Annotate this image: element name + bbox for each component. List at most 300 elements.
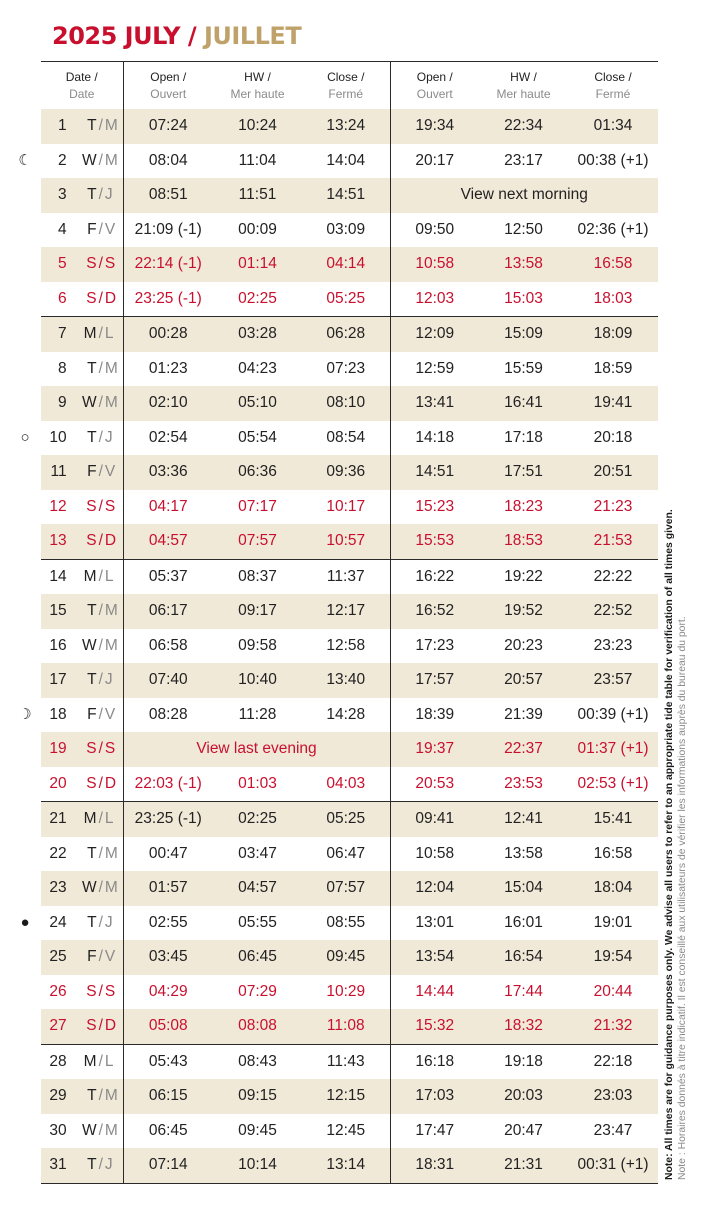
time-cell: 16:58 xyxy=(568,247,658,282)
weekday-separator: / xyxy=(98,220,103,238)
time-cell: 11:51 xyxy=(213,178,302,213)
time-cell: 05:08 xyxy=(123,1009,213,1044)
time-cell: 12:17 xyxy=(302,594,390,629)
day-number: 30 xyxy=(49,1121,67,1139)
time-cell: 07:14 xyxy=(123,1148,213,1183)
time-cell: 05:43 xyxy=(123,1044,213,1079)
day-number: 12 xyxy=(49,497,67,515)
time-cell: 23:57 xyxy=(568,663,658,698)
time-cell: 22:37 xyxy=(479,732,568,767)
time-cell: 22:52 xyxy=(568,594,658,629)
weekday-fr: J xyxy=(104,428,113,446)
weekday-fr: V xyxy=(104,463,116,481)
table-row xyxy=(41,1148,658,1183)
weekday-separator: / xyxy=(98,255,103,273)
time-cell: 23:03 xyxy=(568,1079,658,1114)
time-cell: 00:39 (+1) xyxy=(577,705,649,723)
weekday-en: F xyxy=(87,948,97,966)
date-cell xyxy=(41,1009,123,1044)
time-cell: 10:57 xyxy=(302,524,390,559)
time-cell: 06:17 xyxy=(123,594,213,629)
time-cell: 00:38 (+1) xyxy=(577,151,649,169)
weekday-en: S xyxy=(86,1017,97,1035)
time-cell: 23:25 (-1) xyxy=(134,289,202,307)
weekday-fr: M xyxy=(104,117,118,135)
weekday-en: M xyxy=(83,810,97,828)
weekday-en: T xyxy=(87,602,97,620)
time-cell: 06:58 xyxy=(148,636,188,654)
day-number: 22 xyxy=(49,844,67,862)
note-en: Note: All times are for guidance purposes only. We advise all users to refer to an appropriate tide table for verification of all times given. xyxy=(664,509,675,1180)
time-cell: 20:51 xyxy=(568,455,658,490)
date-cell xyxy=(41,1114,123,1149)
weekday-en: S xyxy=(86,497,97,515)
time-cell: 10:58 xyxy=(390,247,479,282)
time-cell: 05:25 xyxy=(302,282,390,317)
weekday-separator: / xyxy=(98,428,103,446)
time-cell: 07:17 xyxy=(238,497,277,515)
date-cell xyxy=(41,663,123,698)
time-cell: 09:50 xyxy=(415,220,455,238)
weekday-fr: L xyxy=(104,810,114,828)
weekday-en: T xyxy=(87,117,97,135)
time-cell: 14:51 xyxy=(390,455,479,490)
time-cell: 23:17 xyxy=(504,151,543,169)
page-title xyxy=(52,22,301,50)
time-cell: 18:31 xyxy=(390,1148,479,1183)
table-row xyxy=(41,1114,658,1149)
time-cell: 01:14 xyxy=(213,247,302,282)
time-cell: 12:45 xyxy=(302,1114,390,1149)
weekday-en: T xyxy=(87,359,97,377)
time-cell: 14:18 xyxy=(415,428,455,446)
time-cell: 04:23 xyxy=(238,359,277,377)
weekday-separator: / xyxy=(98,1087,103,1105)
time-cell: 20:57 xyxy=(479,663,568,698)
date-cell xyxy=(41,802,123,837)
time-cell: 21:31 xyxy=(479,1148,568,1183)
time-cell: 22:18 xyxy=(568,1044,658,1079)
weekday-en: S xyxy=(86,532,97,550)
time-cell: 19:54 xyxy=(568,940,658,975)
day-number: 26 xyxy=(49,982,67,1000)
day-number: 15 xyxy=(49,602,67,620)
time-cell: 11:28 xyxy=(238,705,277,723)
day-number: 4 xyxy=(57,220,67,238)
time-cell: 01:03 xyxy=(238,774,277,792)
weekday-en: W xyxy=(81,636,97,654)
time-cell: 20:47 xyxy=(504,1121,543,1139)
weekday-separator: / xyxy=(98,497,103,515)
date-cell xyxy=(41,698,123,733)
time-cell: 00:47 xyxy=(148,844,188,862)
time-cell: 04:14 xyxy=(302,247,390,282)
full-moon-icon: ○ xyxy=(20,428,30,446)
table-row xyxy=(41,213,658,248)
time-cell: 07:24 xyxy=(123,109,213,144)
table-row xyxy=(41,524,658,559)
time-cell: 07:40 xyxy=(123,663,213,698)
time-cell: 17:51 xyxy=(479,455,568,490)
time-cell: 19:18 xyxy=(479,1044,568,1079)
time-cell: 05:10 xyxy=(213,386,302,421)
header-hw-1: HW / Mer haute xyxy=(213,62,302,110)
weekday-fr: J xyxy=(104,1156,113,1174)
weekday-en: T xyxy=(87,913,97,931)
time-cell: 15:59 xyxy=(504,359,543,377)
weekday-fr: M xyxy=(104,636,118,654)
weekday-separator: / xyxy=(98,289,103,307)
disclaimer-note xyxy=(663,509,689,1180)
time-cell: 20:53 xyxy=(415,774,455,792)
weekday-fr: J xyxy=(104,671,113,689)
weekday-en: S xyxy=(86,289,97,307)
time-cell: 04:17 xyxy=(148,497,188,515)
time-cell: 09:45 xyxy=(302,940,390,975)
table-row xyxy=(41,663,658,698)
table-row xyxy=(41,352,658,387)
weekday-en: W xyxy=(81,394,97,412)
time-cell: 11:04 xyxy=(238,151,277,169)
weekday-en: T xyxy=(87,186,97,204)
crescent-moon-icon: ☾ xyxy=(18,151,32,169)
day-number: 10 xyxy=(49,428,67,446)
day-number: 29 xyxy=(49,1087,67,1105)
time-cell: 15:53 xyxy=(390,524,479,559)
weekday-separator: / xyxy=(98,1121,103,1139)
weekday-en: M xyxy=(83,325,97,343)
header-close-2: Close / Fermé xyxy=(568,62,658,110)
weekday-separator: / xyxy=(98,359,103,377)
header-date: Date / Date xyxy=(41,62,123,110)
time-cell: 18:39 xyxy=(415,705,455,723)
date-cell xyxy=(41,559,123,594)
table-row xyxy=(41,837,658,872)
time-cell: 23:23 xyxy=(593,636,633,654)
date-cell xyxy=(41,282,123,317)
time-cell: 06:47 xyxy=(302,837,390,872)
weekday-separator: / xyxy=(98,913,103,931)
table-row xyxy=(41,144,658,179)
time-cell: 18:59 xyxy=(593,359,633,377)
time-cell: 03:28 xyxy=(213,317,302,352)
date-cell xyxy=(41,906,123,941)
time-cell: 08:55 xyxy=(302,906,390,941)
date-cell xyxy=(41,940,123,975)
weekday-separator: / xyxy=(98,1156,103,1174)
weekday-separator: / xyxy=(98,151,103,169)
time-cell: 13:14 xyxy=(302,1148,390,1183)
time-cell: 02:54 xyxy=(148,428,188,446)
time-cell: 16:22 xyxy=(390,559,479,594)
time-cell: 09:41 xyxy=(390,802,479,837)
day-number: 28 xyxy=(49,1052,67,1070)
time-cell: 07:57 xyxy=(302,871,390,906)
time-cell: 09:15 xyxy=(213,1079,302,1114)
time-cell: 20:44 xyxy=(593,982,633,1000)
weekday-separator: / xyxy=(98,1017,103,1035)
view-note: View last evening xyxy=(123,732,390,767)
time-cell: 09:45 xyxy=(238,1121,277,1139)
time-cell: 12:03 xyxy=(415,289,455,307)
day-number: 21 xyxy=(49,810,67,828)
table-row xyxy=(41,594,658,629)
time-cell: 17:47 xyxy=(415,1121,455,1139)
time-cell: 03:47 xyxy=(238,844,277,862)
weekday-fr: M xyxy=(104,879,118,897)
time-cell: 23:25 (-1) xyxy=(123,802,213,837)
weekday-fr: D xyxy=(104,289,117,307)
time-cell: 22:14 (-1) xyxy=(123,247,213,282)
weekday-en: S xyxy=(86,982,97,1000)
time-cell: 18:53 xyxy=(479,524,568,559)
time-cell: 22:22 xyxy=(568,559,658,594)
weekday-separator: / xyxy=(98,671,103,689)
time-cell: 08:43 xyxy=(213,1044,302,1079)
time-cell: 01:23 xyxy=(148,359,188,377)
time-cell: 08:10 xyxy=(302,386,390,421)
weekday-fr: M xyxy=(104,359,118,377)
weekday-en: S xyxy=(86,740,97,758)
day-number: 17 xyxy=(49,671,67,689)
time-cell: 02:25 xyxy=(238,289,277,307)
time-cell: 19:37 xyxy=(390,732,479,767)
weekday-fr: L xyxy=(104,325,114,343)
day-number: 19 xyxy=(49,740,67,758)
time-cell: 21:09 (-1) xyxy=(134,220,202,238)
weekday-en: W xyxy=(81,1121,97,1139)
weekday-en: M xyxy=(83,567,97,585)
time-cell: 20:18 xyxy=(593,428,633,446)
time-cell: 13:40 xyxy=(302,663,390,698)
date-cell xyxy=(41,109,123,144)
time-cell: 13:54 xyxy=(390,940,479,975)
table-row xyxy=(41,178,658,213)
date-cell xyxy=(41,871,123,906)
weekday-en: T xyxy=(87,1087,97,1105)
weekday-separator: / xyxy=(98,117,103,135)
header-hw-2: HW / Mer haute xyxy=(479,62,568,110)
time-cell: 05:25 xyxy=(302,802,390,837)
time-cell: 02:55 xyxy=(148,913,188,931)
time-cell: 14:28 xyxy=(302,698,390,733)
weekday-fr: V xyxy=(104,220,116,238)
time-cell: 19:52 xyxy=(479,594,568,629)
weekday-separator: / xyxy=(98,394,103,412)
time-cell: 02:53 (+1) xyxy=(577,774,649,792)
weekday-separator: / xyxy=(98,186,103,204)
day-number: 23 xyxy=(49,879,67,897)
new-moon-icon: ● xyxy=(20,913,30,931)
time-cell: 13:58 xyxy=(479,247,568,282)
time-cell: 10:29 xyxy=(302,975,390,1010)
header-open-2: Open / Ouvert xyxy=(390,62,479,110)
time-cell: 06:36 xyxy=(213,455,302,490)
weekday-en: W xyxy=(81,879,97,897)
time-cell: 18:23 xyxy=(504,497,543,515)
time-cell: 08:54 xyxy=(302,421,390,456)
weekday-separator: / xyxy=(98,740,103,758)
time-cell: 08:08 xyxy=(213,1009,302,1044)
table-row xyxy=(41,559,658,594)
table-row xyxy=(41,490,658,525)
time-cell: 12:41 xyxy=(479,802,568,837)
day-number: 24 xyxy=(49,913,67,931)
time-cell: 21:32 xyxy=(568,1009,658,1044)
date-cell xyxy=(41,767,123,802)
time-cell: 06:45 xyxy=(213,940,302,975)
time-cell: 14:51 xyxy=(302,178,390,213)
table-row xyxy=(41,629,658,664)
day-number: 1 xyxy=(57,117,67,135)
time-cell: 13:24 xyxy=(302,109,390,144)
time-cell: 18:04 xyxy=(568,871,658,906)
time-cell: 15:03 xyxy=(504,289,543,307)
time-cell: 00:28 xyxy=(123,317,213,352)
note-fr: Note : Horaires donnés à titre indicatif. Il est conseillé aux utilisateurs de vérifier les informations auprès du bureau du port. xyxy=(677,616,688,1180)
weekday-fr: V xyxy=(104,705,116,723)
time-cell: 08:28 xyxy=(148,705,188,723)
table-row xyxy=(41,455,658,490)
time-cell: 13:41 xyxy=(390,386,479,421)
time-cell: 15:23 xyxy=(415,497,455,515)
date-cell xyxy=(41,1044,123,1079)
weekday-fr: M xyxy=(104,394,118,412)
time-cell: 11:08 xyxy=(302,1009,390,1044)
time-cell: 18:09 xyxy=(568,317,658,352)
time-cell: 08:37 xyxy=(213,559,302,594)
weekday-fr: D xyxy=(104,532,117,550)
time-cell: 12:15 xyxy=(302,1079,390,1114)
time-cell: 01:37 (+1) xyxy=(568,732,658,767)
table-row xyxy=(41,698,658,733)
table-row xyxy=(41,282,658,317)
time-cell: 16:01 xyxy=(504,913,543,931)
date-cell xyxy=(41,629,123,664)
time-cell: 02:25 xyxy=(213,802,302,837)
weekday-fr: D xyxy=(104,1017,117,1035)
time-cell: 02:10 xyxy=(123,386,213,421)
time-cell: 07:29 xyxy=(238,982,277,1000)
date-cell xyxy=(41,178,123,213)
table-row xyxy=(41,317,658,352)
day-number: 14 xyxy=(49,567,67,585)
time-cell: 16:41 xyxy=(479,386,568,421)
date-cell xyxy=(41,975,123,1010)
time-cell: 00:31 (+1) xyxy=(568,1148,658,1183)
time-cell: 19:01 xyxy=(593,913,633,931)
weekday-en: S xyxy=(86,255,97,273)
time-cell: 04:57 xyxy=(123,524,213,559)
day-number: 9 xyxy=(57,394,67,412)
table-row xyxy=(41,1044,658,1079)
time-cell: 06:28 xyxy=(302,317,390,352)
weekday-fr: M xyxy=(104,602,118,620)
tide-table xyxy=(41,61,658,1184)
weekday-fr: S xyxy=(104,740,116,758)
table-row xyxy=(41,386,658,421)
time-cell: 07:57 xyxy=(213,524,302,559)
time-cell: 10:58 xyxy=(415,844,455,862)
time-cell: 16:52 xyxy=(390,594,479,629)
time-cell: 10:14 xyxy=(213,1148,302,1183)
table-row xyxy=(41,940,658,975)
weekday-separator: / xyxy=(98,532,103,550)
weekday-en: F xyxy=(87,463,97,481)
time-cell: 18:03 xyxy=(593,289,633,307)
date-cell xyxy=(41,421,123,456)
time-cell: 03:45 xyxy=(123,940,213,975)
time-cell: 17:18 xyxy=(504,428,543,446)
time-cell: 16:18 xyxy=(390,1044,479,1079)
time-cell: 19:22 xyxy=(479,559,568,594)
date-cell xyxy=(41,317,123,352)
date-cell xyxy=(41,386,123,421)
date-cell xyxy=(41,455,123,490)
day-number: 5 xyxy=(57,255,67,273)
date-cell xyxy=(41,213,123,248)
day-number: 31 xyxy=(49,1156,67,1174)
title-separator: / xyxy=(187,22,197,50)
weekday-separator: / xyxy=(98,1052,103,1070)
day-number: 11 xyxy=(50,463,67,481)
time-cell: 05:55 xyxy=(238,913,277,931)
half-moon-icon: ☽ xyxy=(18,705,32,723)
weekday-separator: / xyxy=(98,636,103,654)
weekday-en: F xyxy=(87,220,97,238)
time-cell: 19:34 xyxy=(390,109,479,144)
weekday-separator: / xyxy=(98,463,103,481)
day-number: 25 xyxy=(49,948,67,966)
time-cell: 09:17 xyxy=(213,594,302,629)
time-cell: 12:04 xyxy=(390,871,479,906)
weekday-fr: J xyxy=(104,913,113,931)
time-cell: 03:09 xyxy=(302,213,390,248)
time-cell: 04:57 xyxy=(213,871,302,906)
weekday-separator: / xyxy=(98,982,103,1000)
date-cell xyxy=(41,144,123,179)
time-cell: 12:50 xyxy=(504,220,543,238)
day-number: 7 xyxy=(57,325,67,343)
title-en: 2025 JULY xyxy=(52,22,181,50)
weekday-separator: / xyxy=(98,602,103,620)
time-cell: 05:37 xyxy=(123,559,213,594)
date-cell xyxy=(41,594,123,629)
time-cell: 15:32 xyxy=(390,1009,479,1044)
table-row xyxy=(41,906,658,941)
time-cell: 14:04 xyxy=(302,144,390,179)
time-cell: 22:34 xyxy=(479,109,568,144)
title-fr: JUILLET xyxy=(204,22,302,50)
weekday-separator: / xyxy=(98,948,103,966)
time-cell: 17:57 xyxy=(390,663,479,698)
time-cell: 16:54 xyxy=(479,940,568,975)
time-cell: 10:17 xyxy=(302,490,390,525)
time-cell: 01:34 xyxy=(568,109,658,144)
day-number: 3 xyxy=(57,186,67,204)
weekday-fr: M xyxy=(104,1121,118,1139)
table-row xyxy=(41,871,658,906)
weekday-fr: S xyxy=(104,497,116,515)
time-cell: 12:59 xyxy=(415,359,455,377)
weekday-fr: M xyxy=(104,1087,118,1105)
weekday-fr: S xyxy=(104,982,116,1000)
date-cell xyxy=(41,352,123,387)
weekday-en: T xyxy=(87,671,97,689)
time-cell: 18:32 xyxy=(479,1009,568,1044)
weekday-separator: / xyxy=(98,567,103,585)
day-number: 6 xyxy=(57,289,67,307)
